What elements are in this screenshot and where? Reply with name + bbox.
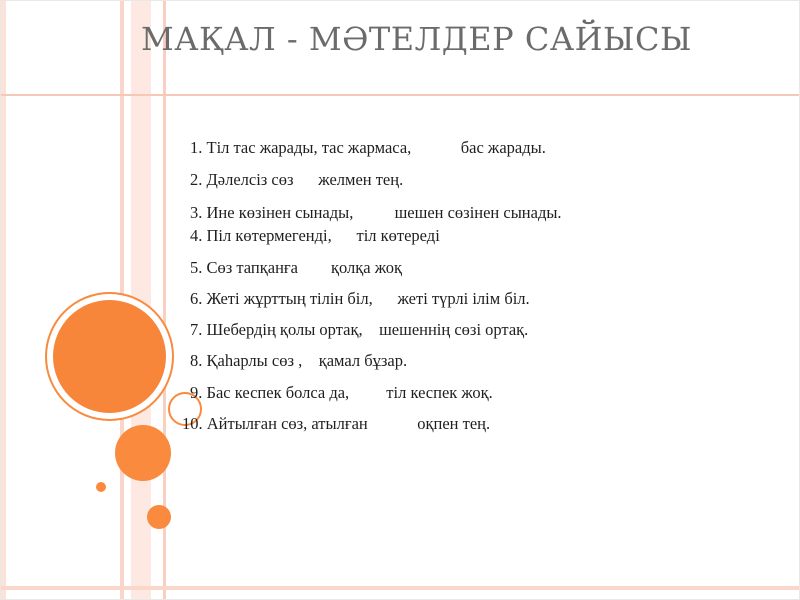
title-divider [0, 94, 800, 96]
list-item: 3. Ине көзінен сынады, шешен сөзінен сынады. [190, 203, 562, 222]
decorative-stripe [0, 0, 6, 600]
decorative-circle-small [147, 505, 171, 529]
decorative-circle-tiny [96, 482, 106, 492]
list-item: 7. Шебердің қолы ортақ, шешеннің сөзі ортақ. [190, 320, 529, 339]
list-item: 8. Қаһарлы сөз , қамал бұзар. [190, 351, 408, 370]
list-item: 10. Айтылған сөз, атылған оқпен тең. [182, 414, 491, 433]
decorative-circle-large [53, 300, 166, 413]
list-item: 5. Сөз тапқанға қолқа жоқ [190, 258, 403, 277]
list-item: 4. Піл көтермегенді, тіл көтереді [190, 226, 440, 245]
list-item: 6. Жеті жұрттың тілін біл, жеті түрлі ілім біл. [190, 289, 530, 308]
decorative-stripe [120, 0, 124, 600]
list-item: 9. Бас кеспек болса да, тіл кеспек жоқ. [190, 383, 493, 402]
list-item: 2. Дәлелсіз сөз желмен тең. [190, 170, 404, 189]
decorative-circle-medium [115, 425, 171, 481]
list-item: 1. Тіл тас жарады, тас жармаса, бас жарады. [190, 138, 546, 157]
slide-title: МАҚАЛ - МӘТЕЛДЕР САЙЫСЫ [141, 20, 692, 58]
bottom-divider [0, 586, 800, 590]
